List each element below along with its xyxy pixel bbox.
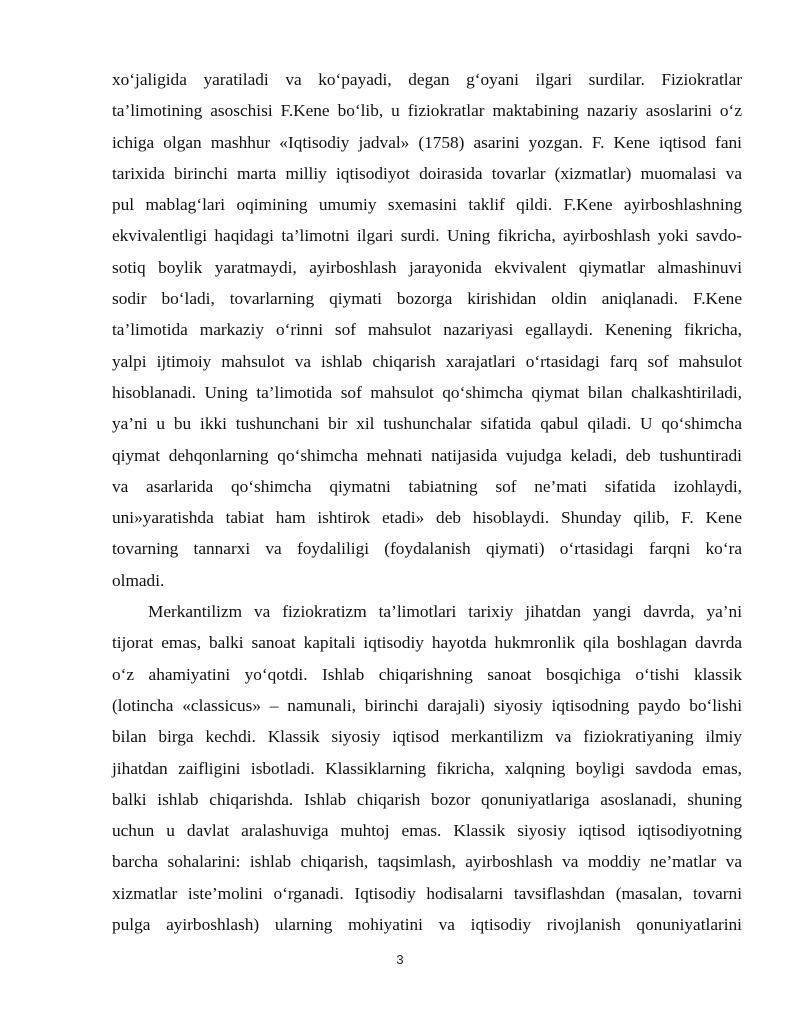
text-line: pulga ayirboshlash) ularning mohiyatini va iqtisodiy rivojlanish qonuniyatlarini xyxy=(112,915,742,935)
text-line: barcha sohalarini: ishlab chiqarish, taqsimlash, ayirboshlash va moddiy ne’matlar va xyxy=(112,852,742,872)
text-line: Merkantilizm va fiziokratizm ta’limotlari tarixiy jihatdan yangi davrda, ya’ni xyxy=(148,602,742,622)
text-line: (lotincha «classicus» – namunali, birinchi darajali) siyosiy iqtisodning paydo bo‘lishi xyxy=(112,695,742,715)
paragraph-physiocrats xyxy=(112,64,742,596)
text-line: uni»yaratishda tabiat ham ishtirok etadi» deb hisoblaydi. Shunday qilib, F. Kene xyxy=(112,508,742,528)
text-line: ta’limotida markaziy o‘rinni sof mahsulot nazariyasi egallaydi. Kenening fikricha, xyxy=(112,320,742,340)
text-line: uchun u davlat aralashuviga muhtoj emas. Klassik siyosiy iqtisod iqtisodiyotning xyxy=(112,821,742,841)
text-line: balki ishlab chiqarishda. Ishlab chiqarish bozor qonuniyatlariga asoslanadi, shuning xyxy=(112,789,742,809)
text-line: jihatdan zaifligini isbotladi. Klassiklarning fikricha, xalqning boyligi savdoda emas, xyxy=(112,758,742,778)
text-line: olmadi. xyxy=(112,570,165,590)
text-line: ichiga olgan mashhur «Iqtisodiy jadval» (1758) asarini yozgan. F. Kene iqtisod fani xyxy=(112,132,742,152)
text-line: yalpi ijtimoiy mahsulot va ishlab chiqarish xarajatlari o‘rtasidagi farq sof mahsulot xyxy=(112,351,742,371)
text-line: o‘z ahamiyatini yo‘qotdi. Ishlab chiqarishning sanoat bosqichiga o‘tishi klassik xyxy=(112,664,742,684)
text-line: tijorat emas, balki sanoat kapitali iqtisodiy hayotda hukmronlik qila boshlagan davrda xyxy=(112,633,742,653)
text-line: sodir bo‘ladi, tovarlarning qiymati bozorga kirishidan oldin aniqlanadi. F.Kene xyxy=(112,289,742,309)
text-line: bilan birga kechdi. Klassik siyosiy iqtisod merkantilizm va fiziokratiyaning ilmiy xyxy=(112,727,742,747)
text-line: va asarlarida qo‘shimcha qiymatni tabiatning sof ne’mati sifatida izohlaydi, xyxy=(112,476,742,496)
page-number: 3 xyxy=(396,952,404,967)
paragraph-classical-economics xyxy=(112,596,742,940)
text-line: ekvivalentligi haqidagi ta’limotni ilgari surdi. Uning fikricha, ayirboshlash yoki savdo- xyxy=(112,226,742,246)
body-text xyxy=(112,64,742,940)
text-line: tarixida birinchi marta milliy iqtisodiyot doirasida tovarlar (xizmatlar) muomalasi va xyxy=(112,163,742,183)
text-line: ta’limotining asoschisi F.Kene bo‘lib, u fiziokratlar maktabining nazariy asoslarini o‘z xyxy=(112,101,742,121)
text-line: sotiq boylik yaratmaydi, ayirboshlash jarayonida ekvivalent qiymatlar almashinuvi xyxy=(112,257,742,277)
text-line: tovarning tannarxi va foydaliligi (foydalanish qiymati) o‘rtasidagi farqni ko‘ra xyxy=(112,539,742,559)
text-line: xizmatlar iste’molini o‘rganadi. Iqtisodiy hodisalarni tavsiflashdan (masalan, tovarni xyxy=(112,883,742,903)
text-line: qiymat dehqonlarning qo‘shimcha mehnati natijasida vujudga keladi, deb tushuntiradi xyxy=(112,445,742,465)
text-line: xo‘jaligida yaratiladi va ko‘payadi, degan g‘oyani ilgari surdilar. Fiziokratlar xyxy=(112,70,742,89)
text-line: pul mablag‘lari oqimining umumiy sxemasini taklif qildi. F.Kene ayirboshlashning xyxy=(112,195,742,215)
text-line: hisoblanadi. Uning ta’limotida sof mahsulot qo‘shimcha qiymat bilan chalkashtiriladi, xyxy=(112,382,742,402)
text-line: ya’ni u bu ikki tushunchani bir xil tushunchalar sifatida qabul qiladi. U qo‘shimcha xyxy=(112,414,742,434)
